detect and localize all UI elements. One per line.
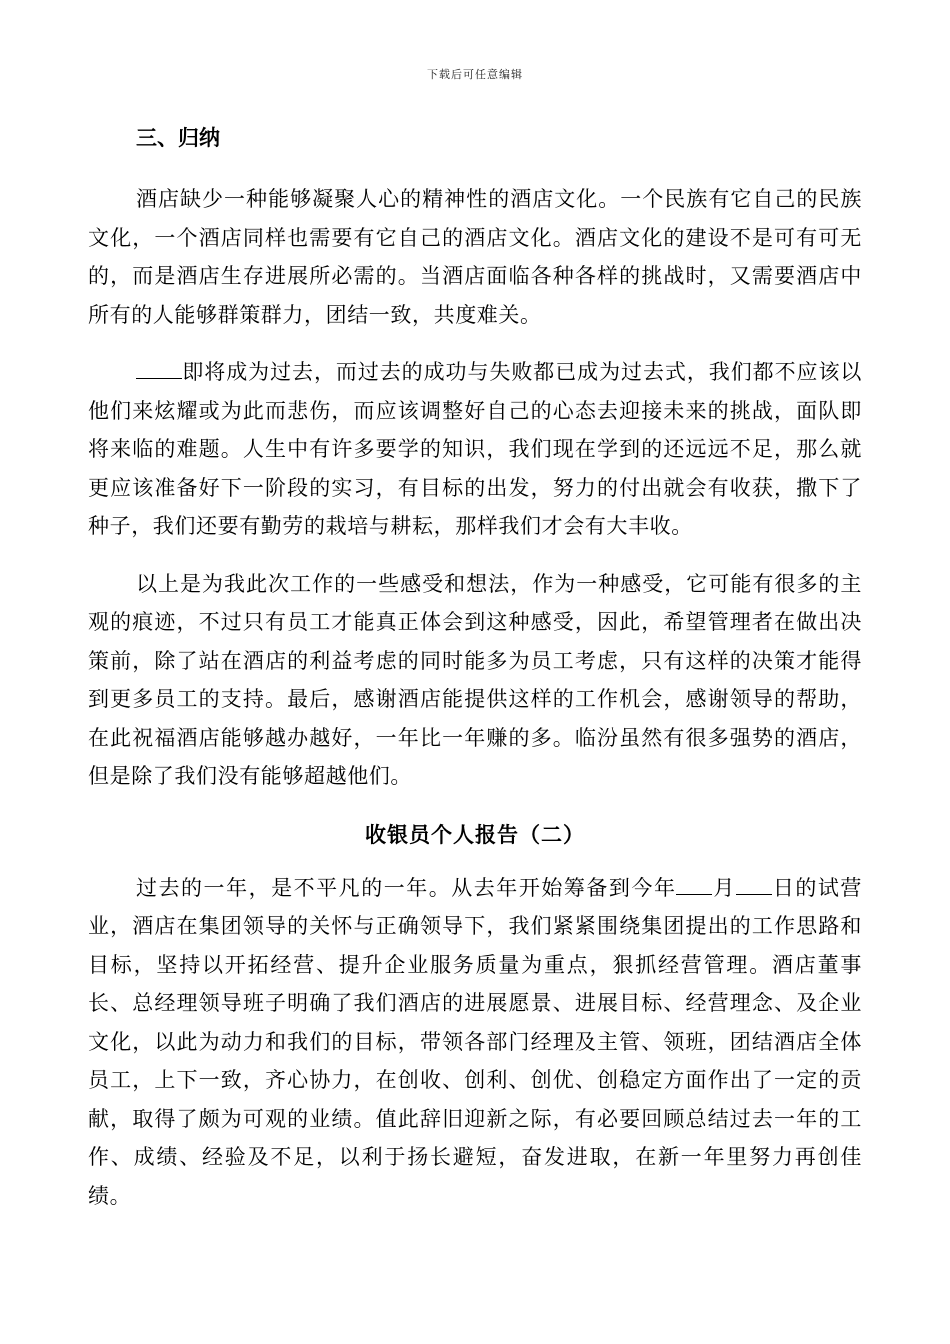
paragraph-2 <box>88 353 862 546</box>
section-heading: 三、归纳 <box>136 125 220 150</box>
fill-in-blank-day <box>736 876 772 895</box>
paragraph-1: 酒店缺少一种能够凝聚人心的精神性的酒店文化。一个民族有它自己的民族文化，一个酒店同样也需要有它自己的酒店文化。酒店文化的建设不是可有可无的，而是酒店生存进展所必需的。当酒店面临各种各样的挑战时，又需要酒店中所有的人能够群策群力，团结一致，共度难关。 <box>88 187 862 327</box>
paragraph-4-text-c: 日的试营业，酒店在集团领导的关怀与正确领导下，我们紧紧围绕集团提出的工作思路和目标，坚持以开拓经营、提升企业服务质量为重点，狠抓经营管理。酒店董事长、总经理领导班子明确了我们酒店的进展愿景、进展目标、经营理念、及企业文化，以此为动力和我们的目标，带领各部门经理及主管、领班，团结酒店全体员工，上下一致，齐心协力，在创收、创利、创优、创稳定方面作出了一定的贡献，取得了颇为可观的业绩。值此辞旧迎新之际，有必要回顾总结过去一年的工作、成绩、经验及不足，以利于扬长避短，奋发进取，在新一年里努力再创佳绩。 <box>88 875 862 1208</box>
paragraph-4-text-b: 月 <box>712 875 736 900</box>
paragraph-2-text: 即将成为过去，而过去的成功与失败都已成为过去式，我们都不应该以他们来炫耀或为此而悲伤，而应该调整好自己的心态去迎接未来的挑战，面队即将来临的难题。人生中有许多要学的知识，我们现在学到的还远远不足，那么就更应该准备好下一阶段的实习，有目标的出发，努力的付出就会有收获，撒下了种子，我们还要有勤劳的栽培与耕耘，那样我们才会有大丰收。 <box>88 360 862 538</box>
paragraph-4 <box>88 869 862 1216</box>
paragraph-3: 以上是为我此次工作的一些感受和想法，作为一种感受，它可能有很多的主观的痕迹，不过只有员工才能真正体会到这种感受，因此，希望管理者在做出决策前，除了站在酒店的利益考虑的同时能多为员工考虑，只有这样的决策才能得到更多员工的支持。最后，感谢酒店能提供这样的工作机会，感谢领导的帮助，在此祝福酒店能够越办越好，一年比一年赚的多。临汾虽然有很多强势的酒店，但是除了我们没有能够超越他们。 <box>88 571 862 788</box>
paragraph-4-text-a: 过去的一年，是不平凡的一年。从去年开始筹备到今年 <box>136 875 677 900</box>
fill-in-blank <box>136 360 182 379</box>
document-title: 收银员个人报告（二） <box>365 821 585 847</box>
fill-in-blank-month <box>676 876 712 895</box>
document-body <box>88 118 862 1215</box>
header-note: 下载后可任意编辑 <box>427 68 523 81</box>
